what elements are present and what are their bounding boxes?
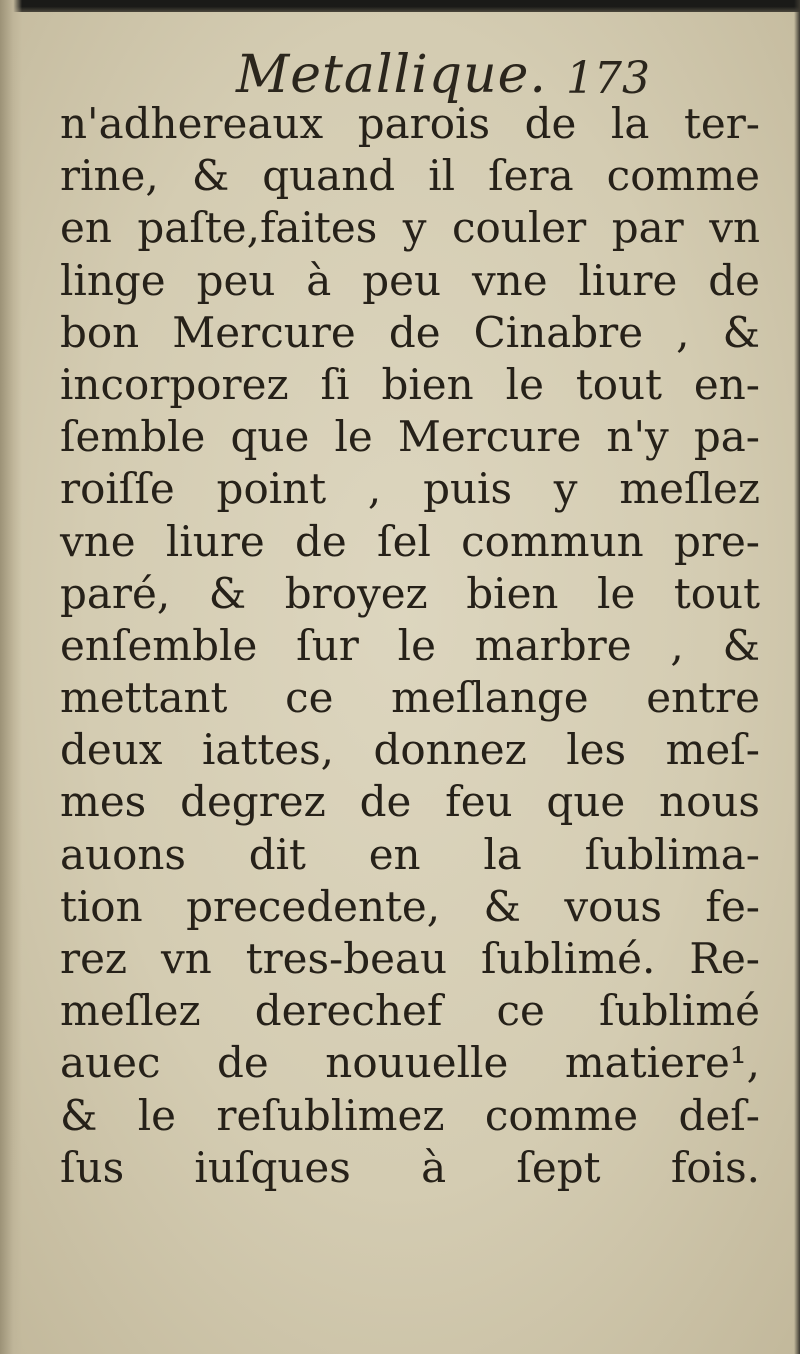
text-line: rine, & quand il ſera comme	[60, 151, 760, 201]
body-text	[60, 98, 760, 1194]
text-line: incorporez ſi bien le tout en-	[60, 359, 760, 409]
text-line: meſlez derechef ce ſublimé	[60, 986, 760, 1036]
top-page-edge	[0, 0, 800, 12]
text-line: tion precedente, & vous fe-	[60, 881, 760, 931]
text-line: rez vn tres-beau ſublimé. Re-	[60, 934, 760, 983]
text-line: enſemble ſur le marbre , &	[60, 620, 760, 670]
text-line: & le reſublimez comme deſ-	[60, 1090, 760, 1140]
text-line: auec de nouuelle matiere¹,	[60, 1038, 760, 1088]
text-line: mes degrez de feu que nous	[60, 777, 760, 827]
text-line: vne liure de ſel commun pre-	[60, 516, 760, 566]
text-line: bon Mercure de Cinabre , &	[60, 307, 760, 357]
text-line: en paſte,faites y couler par vn	[60, 203, 760, 253]
text-line: paré, & broyez bien le tout	[60, 568, 760, 618]
right-page-edge	[794, 0, 800, 1354]
text-line: n'adhereaux parois de la ter-	[60, 99, 760, 148]
text-line: ſemble que le Mercure n'y pa-	[60, 412, 760, 462]
text-line: roiſſe point , puis y meſlez	[60, 464, 760, 514]
text-line: mettant ce meſlange entre	[60, 673, 760, 723]
binding-gutter	[0, 0, 22, 1354]
text-line: linge peu à peu vne liure de	[60, 255, 760, 305]
text-line: deux iattes, donnez les meſ-	[60, 725, 760, 775]
text-line: auons dit en la ſublima-	[60, 829, 760, 879]
running-title: Metallique.	[236, 45, 547, 105]
page-number: 173	[566, 53, 650, 104]
text-line: ſus iuſques à ſept fois.	[60, 1142, 760, 1192]
